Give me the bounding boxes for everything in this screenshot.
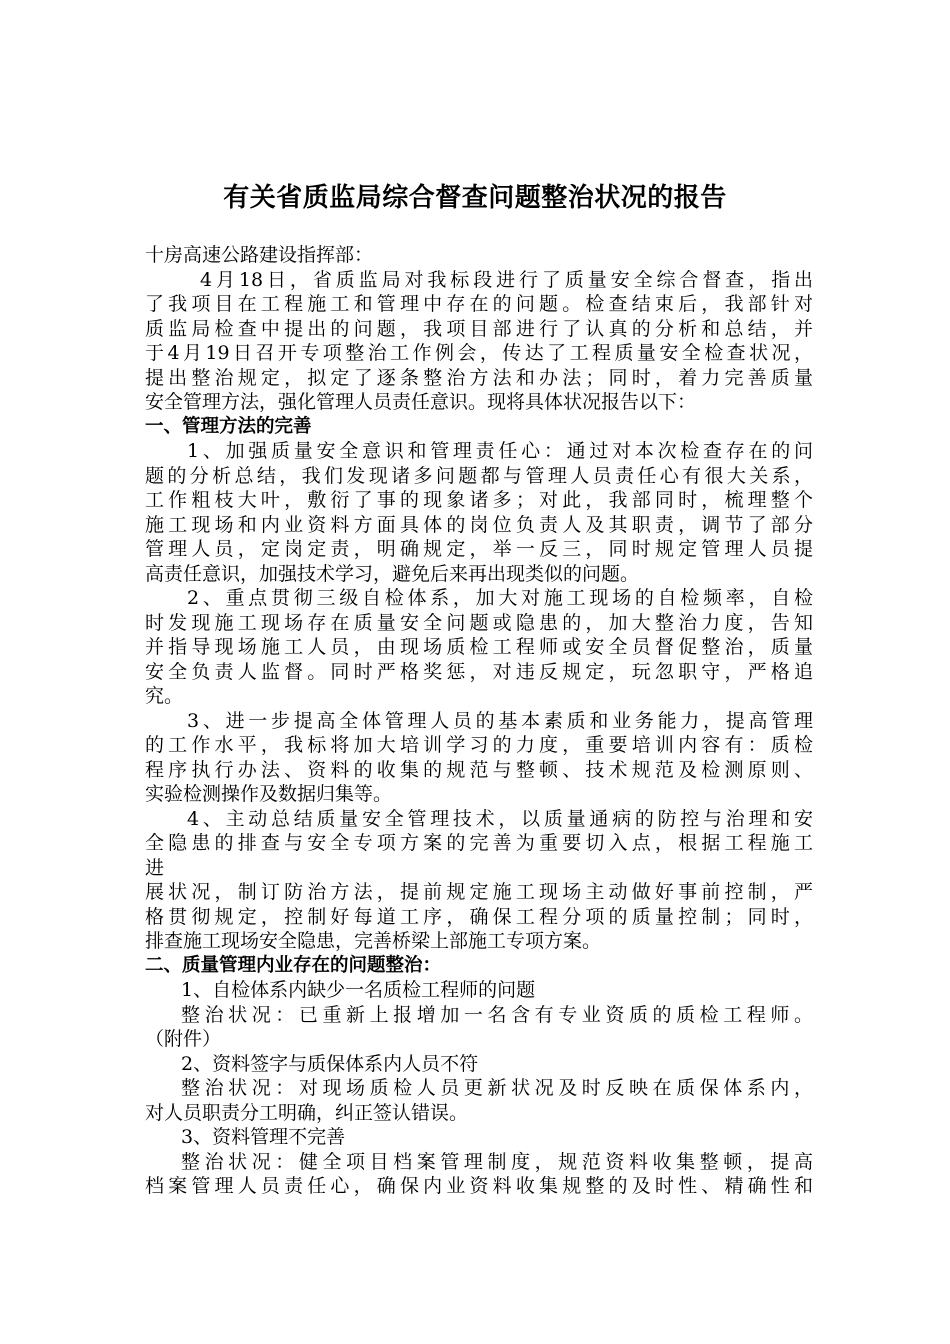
paragraph-line: 1、自检体系内缺少一名质检工程师的问题	[181, 979, 536, 1001]
paragraph-line: 管理人员，定岗定责，明确规定，举一反三，同时规定管理人员提	[145, 538, 813, 560]
paragraph-line: 4月18日，省质监局对我标段进行了质量安全综合督查，指出	[200, 268, 813, 291]
paragraph-line: 2、资料签字与质保体系内人员不符	[181, 1052, 479, 1075]
paragraph-line: （附件）	[145, 1028, 222, 1050]
paragraph-line: 全隐患的排查与安全专项方案的完善为重要切入点，根据工程施工	[145, 832, 813, 854]
paragraph-line: 2、重点贯彻三级自检体系，加大对施工现场的自检频率，自检	[187, 587, 813, 609]
section-heading: 一、管理方法的完善	[145, 415, 312, 437]
paragraph-line: 十房高速公路建设指挥部：	[145, 244, 374, 266]
paragraph-line: 进	[145, 856, 165, 879]
paragraph-line: 并指导现场施工人员，由现场质检工程师或安全员督促整治，质量	[145, 636, 813, 658]
paragraph-line: 了我项目在工程施工和管理中存在的问题。检查结束后，我部针对	[145, 293, 813, 315]
paragraph-line: 工作粗枝大叶，敷衍了事的现象诸多；对此，我部同时，梳理整个	[145, 489, 813, 511]
paragraph-line: 排查施工现场安全隐患，完善桥梁上部施工专项方案。	[145, 930, 602, 952]
document-body	[145, 243, 813, 1199]
paragraph-line: 整治状况：已重新上报增加一名含有专业资质的质检工程师。	[181, 1003, 813, 1026]
paragraph-line: 施工现场和内业资料方面具体的岗位负责人及其职责，调节了部分	[145, 513, 813, 536]
paragraph-line: 时发现施工现场存在质量安全问题或隐患的，加大整治力度，告知	[145, 611, 813, 634]
paragraph-line: 题的分析总结，我们发现诸多问题都与管理人员责任心有很大关系，	[145, 464, 813, 487]
paragraph-line: 究。	[145, 685, 184, 707]
paragraph-line: 3、进一步提高全体管理人员的基本素质和业务能力，提高管理	[187, 709, 813, 732]
paragraph-line: 对人员职责分工明确，纠正签认错误。	[145, 1101, 469, 1124]
paragraph-line: 4、主动总结质量安全管理技术，以质量通病的防控与治理和安	[187, 807, 813, 830]
paragraph-line: 档案管理人员责任心，确保内业资料收集规整的及时性、精确性和	[145, 1175, 813, 1197]
paragraph-line: 于4月19日召开专项整治工作例会，传达了工程质量安全检查状况，	[145, 342, 813, 364]
section-heading: 二、质量管理内业存在的问题整治：	[145, 954, 442, 976]
paragraph-line: 整治状况：对现场质检人员更新状况及时反映在质保体系内，	[181, 1077, 813, 1099]
paragraph-line: 的工作水平，我标将加大培训学习的力度，重要培训内容有：质检	[145, 734, 813, 756]
paragraph-line: 质监局检查中提出的问题，我项目部进行了认真的分析和总结，并	[145, 317, 813, 340]
paragraph-line: 实验检测操作及数据归集等。	[145, 783, 393, 805]
paragraph-line: 格贯彻规定，控制好每道工序，确保工程分项的质量控制；同时，	[145, 905, 813, 928]
paragraph-line: 提出整治规定，拟定了逐条整治方法和办法；同时，着力完善质量	[145, 366, 813, 389]
paragraph-line: 高责任意识，加强技术学习，避免后来再出现类似的问题。	[145, 562, 640, 585]
paragraph-line: 展状况，制订防治方法，提前规定施工现场主动做好事前控制，严	[145, 881, 813, 903]
paragraph-line: 安全管理方法，强化管理人员责任意识。现将具体状况报告以下：	[145, 391, 697, 413]
paragraph-line: 3、资料管理不完善	[181, 1126, 346, 1148]
paragraph-line: 1、加强质量安全意识和管理责任心：通过对本次检查存在的问	[187, 440, 813, 462]
document-title: 有关省质监局综合督查问题整治状况的报告	[223, 183, 727, 213]
paragraph-line: 整治状况：健全项目档案管理制度，规范资料收集整顿，提高	[181, 1150, 813, 1173]
paragraph-line: 程序执行办法、资料的收集的规范与整顿、技术规范及检测原则、	[145, 758, 813, 781]
paragraph-line: 安全负责人监督。同时严格奖惩，对违反规定，玩忽职守，严格追	[145, 660, 813, 683]
